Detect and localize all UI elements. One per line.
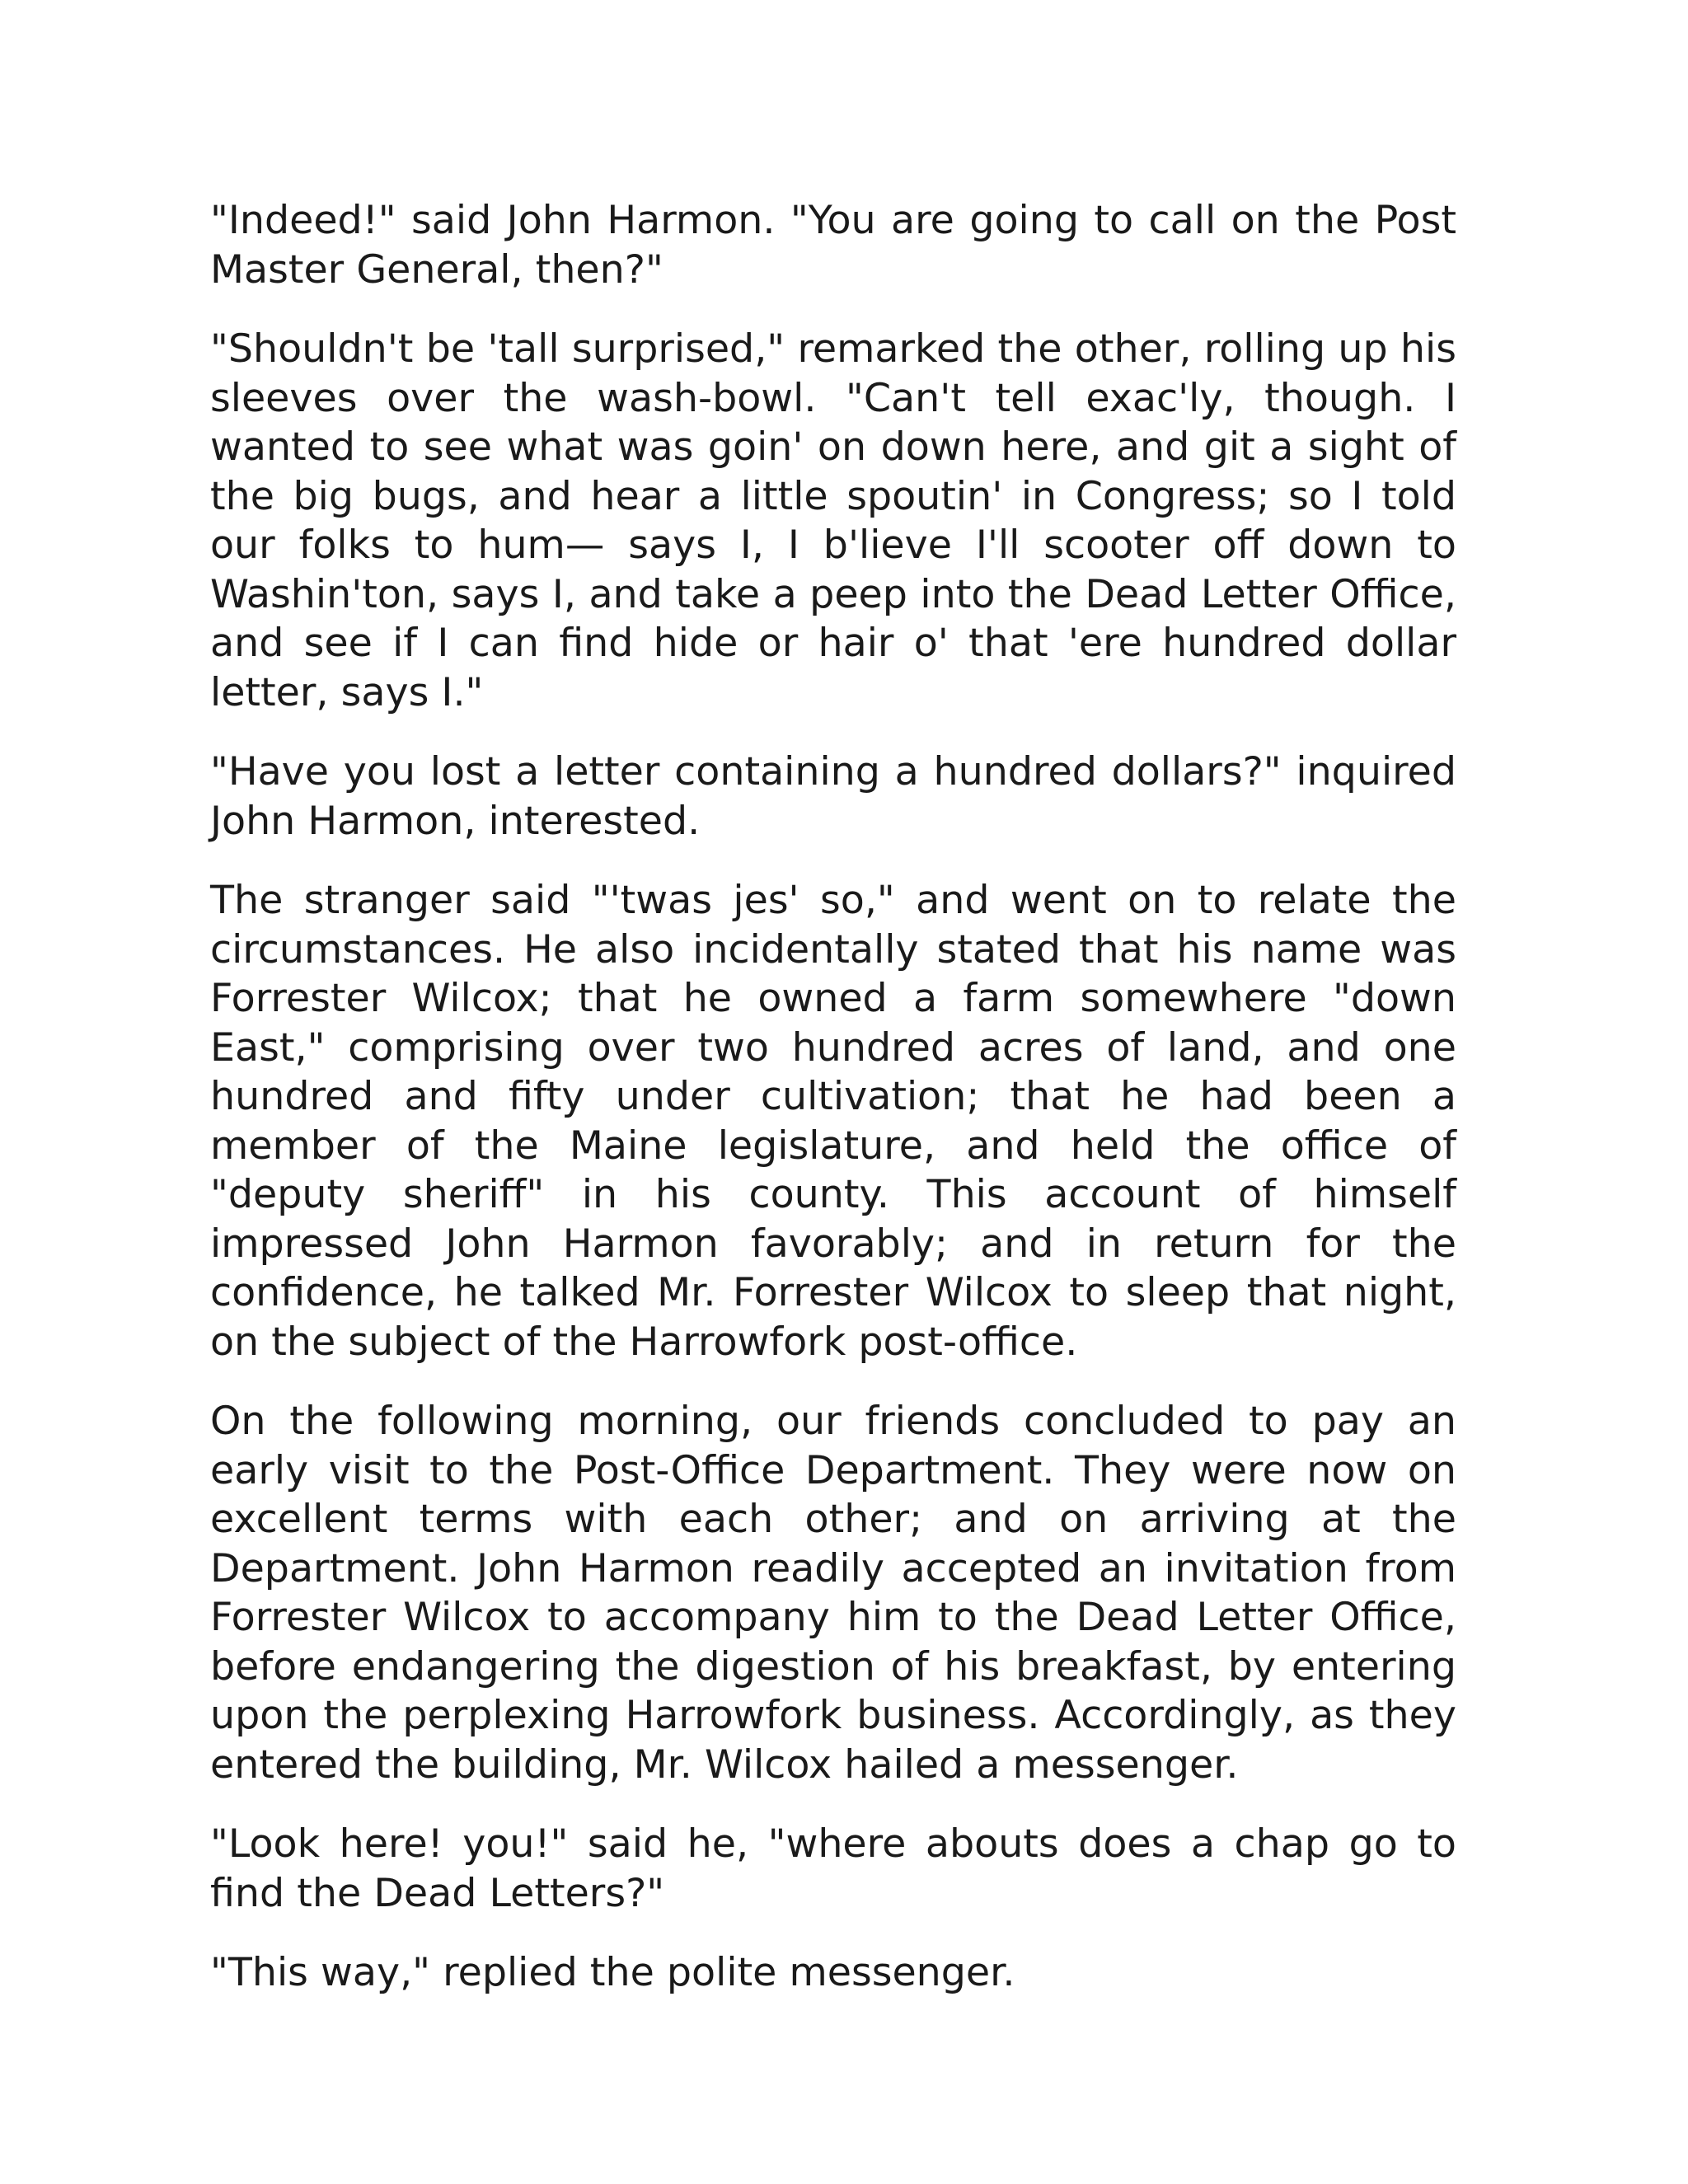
document-page bbox=[210, 196, 1456, 2028]
paragraph-6: "Look here! you!" said he, "where abouts does a chap go to find the Dead Letters?" bbox=[210, 1821, 1456, 1916]
paragraph-1: "Indeed!" said John Harmon. "You are going to call on the Post Master General, then?" bbox=[210, 198, 1456, 293]
paragraph-5: On the following morning, our friends concluded to pay an early visit to the Post-Office Department. They were now on excellent terms with each other; and on arriving at the Department. John Harmon readily accepted an invitation from Forrester Wilcox to accompany him to the Dead Letter Office, before endangering the digestion of his breakfast, by entering upon the perplexing Harrowfork business. Accordingly, as they entered the building, Mr. Wilcox hailed a messenger. bbox=[210, 1399, 1456, 1788]
paragraph-7: "This way," replied the polite messenger. bbox=[210, 1950, 1015, 1995]
paragraph-4: The stranger said "'twas jes' so," and went on to relate the circumstances. He also incidentally stated that his name was Forrester Wilcox; that he owned a farm somewhere "down East," comprising over two hundred acres of land, and one hundred and fifty under cultivation; that he had been a member of the Maine legislature, and held the office of "deputy sheriff" in his county. This account of himself impressed John Harmon favorably; and in return for the confidence, he talked Mr. Forrester Wilcox to sleep that night, on the subject of the Harrowfork post-office. bbox=[210, 878, 1456, 1365]
paragraph-3: "Have you lost a letter containing a hundred dollars?" inquired John Harmon, interested. bbox=[210, 749, 1456, 844]
paragraph-2: "Shouldn't be 'tall surprised," remarked the other, rolling up his sleeves over the wash-bowl. "Can't tell exac'ly, though. I wanted to see what was goin' on down here, and git a sight of the big bugs, and hear a little spoutin' in Congress; so I told our folks to hum— says I, I b'lieve I'll scooter off down to Washin'ton, says I, and take a peep into the Dead Letter Office, and see if I can find hide or hair o' that 'ere hundred dollar letter, says I." bbox=[210, 326, 1456, 715]
